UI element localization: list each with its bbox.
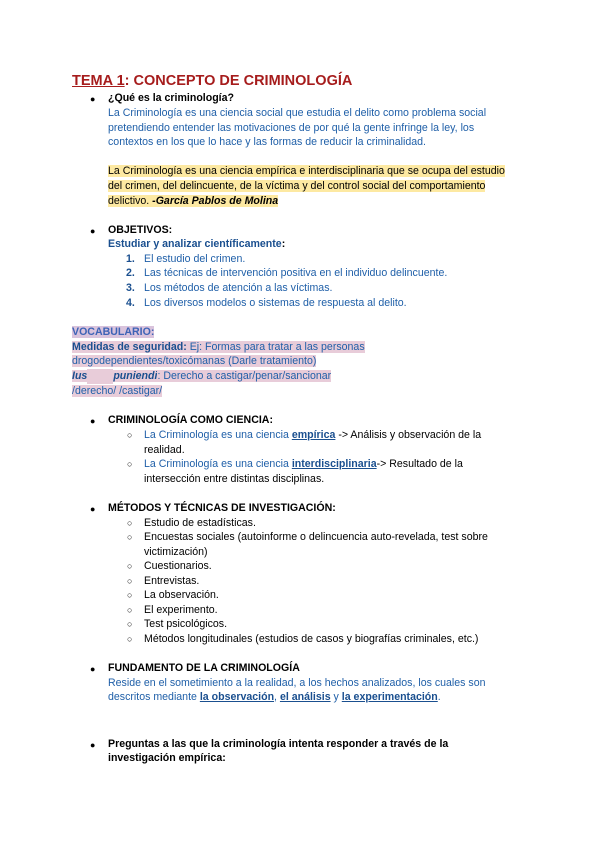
metodo-item: Estudio de estadísticas. <box>144 517 256 529</box>
fundamento-line: Reside en el sometimiento a la realidad, a los hechos analizados, los cuales son <box>108 677 486 689</box>
metodo-item: Métodos longitudinales (estudios de casos y biografías criminales, etc.) <box>144 633 479 645</box>
bullet: ● <box>90 504 96 514</box>
objetivo-num: 3. <box>126 282 135 294</box>
q1-heading: ¿Qué es la criminología? <box>108 92 234 104</box>
ciencia-heading: CRIMINOLOGÍA COMO CIENCIA: <box>108 414 273 426</box>
bullet: ● <box>90 94 96 104</box>
ciencia-item-cont: intersección entre distintas disciplinas. <box>144 473 325 485</box>
preguntas-line: Preguntas a las que la criminología intenta responder a través de la <box>108 738 449 750</box>
ciencia-item: La Criminología es una ciencia empírica -> Análisis y observación de la <box>144 429 482 441</box>
preguntas-line: investigación empírica: <box>108 752 226 764</box>
circle-bullet: ○ <box>127 518 133 528</box>
vocab-line: Medidas de seguridad: Ej: Formas para tratar a las personas <box>72 341 365 353</box>
page-title <box>72 73 352 89</box>
fundamento-heading: FUNDAMENTO DE LA CRIMINOLOGÍA <box>108 662 300 674</box>
bullet: ● <box>90 416 96 426</box>
bullet: ● <box>90 226 96 236</box>
objetivo-num: 4. <box>126 297 135 309</box>
circle-bullet: ○ <box>127 634 133 644</box>
quote-line: delictivo. -García Pablos de Molina <box>108 195 279 207</box>
objetivo-item: Los diversos modelos o sistemas de respuesta al delito. <box>144 297 407 309</box>
metodo-item-cont: victimización) <box>144 546 208 558</box>
link-interdisciplinaria[interactable]: interdisciplinaria <box>291 458 377 470</box>
metodo-item: La observación. <box>144 589 219 601</box>
metodo-item: Encuestas sociales (autoinforme o delincuencia auto-revelada, test sobre <box>144 531 488 543</box>
objetivo-item: Los métodos de atención a las víctimas. <box>144 282 333 294</box>
link-empirica[interactable]: empírica <box>291 429 336 441</box>
link-experimentacion[interactable]: la experimentación <box>341 691 438 703</box>
objetivo-num: 1. <box>126 253 135 265</box>
metodos-heading: MÉTODOS Y TÉCNICAS DE INVESTIGACIÓN: <box>108 502 336 514</box>
q1-line: La Criminología es una ciencia social que estudia el delito como problema social <box>108 107 487 119</box>
objetivo-item: Las técnicas de intervención positiva en el individuo delincuente. <box>144 267 448 279</box>
circle-bullet: ○ <box>127 619 133 629</box>
circle-bullet: ○ <box>127 532 133 542</box>
q1-line: pretendiendo entender las motivaciones de por qué la gente infringe la ley, los <box>108 122 475 134</box>
quote-author: -García Pablos de Molina <box>149 195 279 207</box>
quote-line: La Criminología es una ciencia empírica e interdisciplinaria que se ocupa del estudio <box>108 165 505 177</box>
objetivo-item: El estudio del crimen. <box>144 253 246 265</box>
bullet: ● <box>90 664 96 674</box>
circle-bullet: ○ <box>127 590 133 600</box>
vocab-line: Ius puniendi: Derecho a castigar/penar/sancionar <box>72 370 332 382</box>
vocab-line: drogodependientes/toxicómanas (Darle tratamiento) <box>72 355 317 367</box>
bullet: ● <box>90 740 96 750</box>
circle-bullet: ○ <box>127 561 133 571</box>
circle-bullet: ○ <box>127 605 133 615</box>
objetivos-heading: OBJETIVOS: <box>108 224 173 236</box>
vocab-line: /derecho/ /castigar/ <box>72 385 163 397</box>
fundamento-line: descritos mediante la observación, el análisis y la experimentación. <box>108 691 441 703</box>
ciencia-item: La Criminología es una ciencia interdisciplinaria-> Resultado de la <box>144 458 463 470</box>
objetivo-num: 2. <box>126 267 135 279</box>
title-part1: TEMA 1 <box>72 73 125 89</box>
metodo-item: Cuestionarios. <box>144 560 212 572</box>
circle-bullet: ○ <box>127 459 133 469</box>
objetivos-sub: Estudiar y analizar científicamente: <box>108 238 286 250</box>
vocab-heading: VOCABULARIO: <box>72 326 155 338</box>
circle-bullet: ○ <box>127 576 133 586</box>
ciencia-item-cont: realidad. <box>144 444 185 456</box>
link-observacion[interactable]: la observación <box>199 691 275 703</box>
quote-line: del crimen, del delincuente, de la víctima y del control social del comportamiento <box>108 180 486 192</box>
title-part2: : CONCEPTO DE CRIMINOLOGÍA <box>124 73 353 89</box>
q1-line: contextos en los que lo hace y las formas de reducir la criminalidad. <box>108 136 426 148</box>
metodo-item: El experimento. <box>144 604 218 616</box>
circle-bullet: ○ <box>127 430 133 440</box>
metodo-item: Test psicológicos. <box>144 618 228 630</box>
link-analisis[interactable]: el análisis <box>279 691 331 703</box>
metodo-item: Entrevistas. <box>144 575 200 587</box>
